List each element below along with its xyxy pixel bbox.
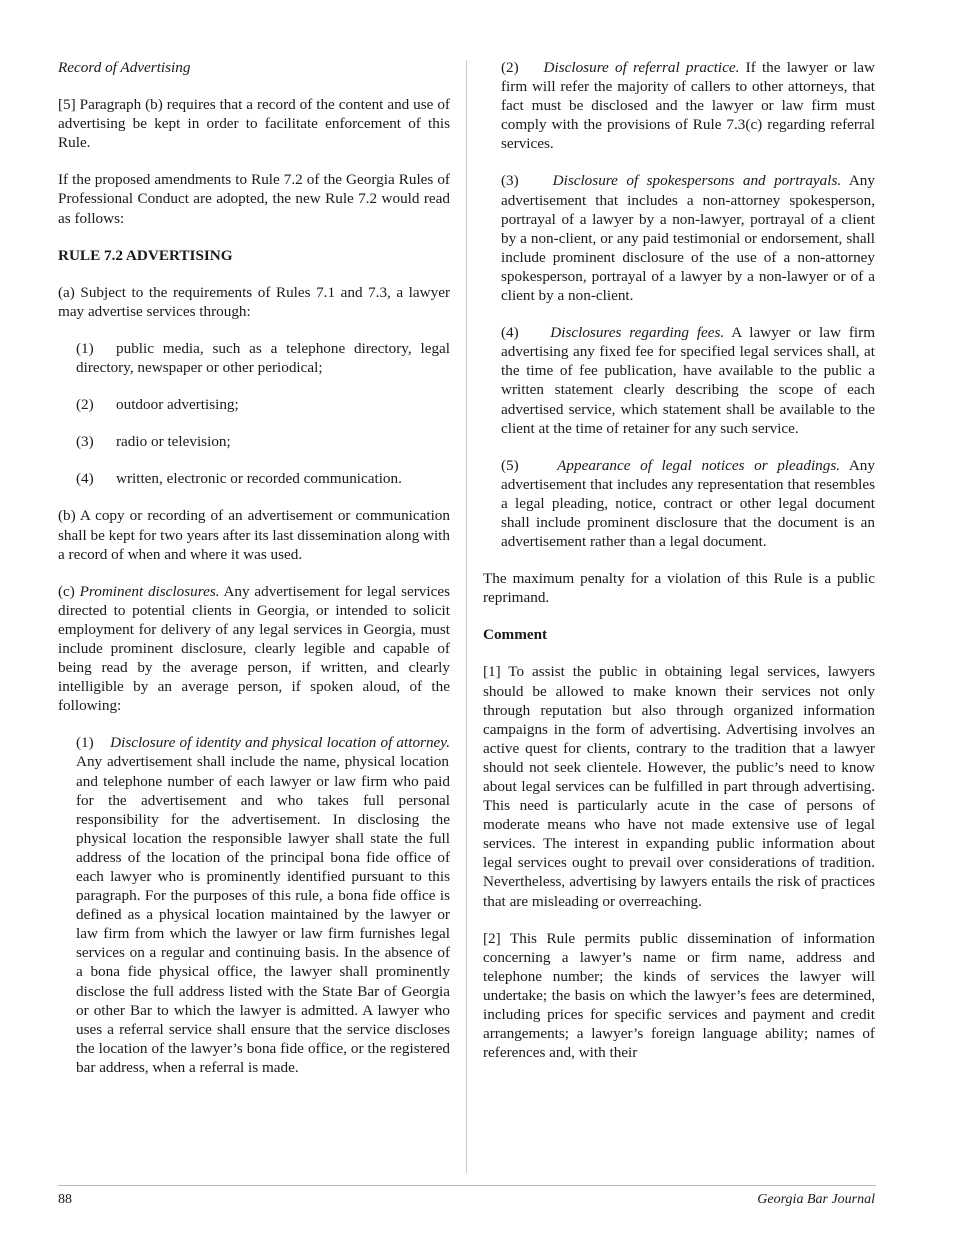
subparagraph-c2	[483, 58, 875, 153]
subparagraph-number: (1)	[76, 734, 94, 752]
penalty-paragraph: The maximum penalty for a violation of this Rule is a public reprimand.	[483, 570, 875, 607]
list-item	[58, 395, 450, 414]
subparagraph-text: Any advertisement that includes any representation that resembles a legal pleading, notice, contract or other legal document shall include prominent disclosure that the document is an advertisement rather than a legal document.	[501, 456, 875, 551]
paragraph-c-title: Prominent disclosures.	[79, 582, 220, 600]
subparagraph-c5	[483, 456, 875, 551]
subparagraph-text: Any advertisement that includes a non-attorney spokesperson, portrayal of a lawyer by a non-lawyer, portrayal of a client by a non-client, or any paid testimonial or endorsement, shall include prominent disclosure of the use of a non-attorney spokesperson, portrayal of a lawyer by a non-lawyer or of a client by a non-client.	[501, 172, 875, 305]
rule-paragraph-a: (a) Subject to the requirements of Rules 7.1 and 7.3, a lawyer may advertise services through:	[58, 283, 450, 320]
subparagraph-number: (5)	[501, 456, 519, 474]
list-item	[58, 469, 450, 488]
comment-paragraph-5: [5] Paragraph (b) requires that a record of the content and use of advertising be kept in order to facilitate enforcement of this Rule.	[58, 96, 450, 152]
comment-paragraph-2: [2] This Rule permits public dissemination of information concerning a lawyer’s name or firm name, address and telephone number; the kinds of services the lawyer will undertake; the basis on which the lawyer’s fees are determined, including prices for specific services and payment and credit arrangements; a lawyer’s foreign language ability; names of references and, with their	[483, 929, 875, 1062]
page-number: 88	[58, 1192, 72, 1207]
subparagraph-title: Appearance of legal notices or pleadings.	[557, 456, 841, 474]
subparagraph-number: (2)	[501, 59, 519, 76]
rule-heading: RULE 7.2 ADVERTISING	[58, 246, 233, 264]
list-item-number: (4)	[76, 470, 94, 488]
footer-divider	[58, 1185, 876, 1186]
paragraph-c-text: Any advertisement for legal services directed to potential clients in Georgia, or intended to solicit employment for delivery of any legal services in Georgia, must include prominent disclosure, clearly legible and capable of being read by the average person, if written, and clearly intelligible by an average person, if spoken aloud, of the following:	[58, 582, 450, 715]
subparagraph-number: (4)	[501, 324, 519, 342]
subparagraph-text: A lawyer or law firm advertising any fixed fee for specified legal services shall, at the time of fee publication, have available to the public a written statement clearly describing the scope of each advertised service, which statement shall be available to the client at the time of retainer for any such service.	[501, 324, 876, 437]
subparagraph-number: (3)	[501, 172, 519, 190]
subparagraph-title: Disclosure of spokespersons and portrayals.	[552, 172, 842, 190]
subparagraph-text: If the lawyer or law firm will refer the majority of callers to other attorneys, that fact must be disclosed and the lawyer or law firm must comply with the provisions of Rule 7.3(c) regarding referral services.	[501, 59, 876, 153]
paragraph-c-label: (c)	[58, 582, 80, 600]
rule-paragraph-c	[58, 582, 450, 716]
subparagraph-title: Disclosures regarding fees.	[550, 324, 725, 342]
list-item-text: written, electronic or recorded communication.	[116, 470, 402, 488]
subparagraph-c1	[58, 733, 450, 1077]
list-item-text: outdoor advertising;	[116, 396, 239, 414]
subparagraph-text: Any advertisement shall include the name, physical location and telephone number of each lawyer or law firm who paid for the advertisement and who takes full personal responsibility for the advertisement. In disclosing the physical location the responsible lawyer shall state the full address of the location of the principal bona fide office of each lawyer who is prominently identified pursuant to this paragraph. For the purposes of this rule, a bona fide office is defined as a physical location maintained by the lawyer or law firm from which the lawyer or law firm furnishes legal services on a regular and continuing basis. In the absence of a bona fide physical office, the lawyer shall prominently disclose the full address listed with the State Bar of Georgia or other Bar to which the lawyer is admitted. A lawyer who uses a referral service shall ensure that the service discloses the location of the lawyer’s bona fide office, or the registered bar address, when a referral is made.	[76, 753, 450, 1076]
rule-paragraph-b: (b) A copy or recording of an advertisement or communication shall be kept for two years after its last dissemination along with a record of when and where it was used.	[58, 507, 450, 563]
list-item-number: (3)	[76, 433, 94, 451]
left-column	[58, 58, 450, 1095]
intro-paragraph: If the proposed amendments to Rule 7.2 of the Georgia Rules of Professional Conduct are adopted, the new Rule 7.2 would read as follows:	[58, 171, 450, 227]
subparagraph-title: Disclosure of identity and physical location of attorney.	[110, 734, 450, 752]
publication-name: Georgia Bar Journal	[757, 1192, 875, 1207]
column-divider	[466, 60, 467, 1173]
subparagraph-c4	[483, 323, 875, 438]
list-item	[58, 339, 450, 377]
section-title: Record of Advertising	[58, 59, 191, 76]
comment-paragraph-1: [1] To assist the public in obtaining legal services, lawyers should be allowed to make known their services not only through reputation but also through organized information campaigns in the form of advertising. Advertising involves an active quest for clients, contrary to the tradition that a lawyer should not seek clientele. However, the public’s need to know about legal services can be fulfilled in part through advertising. This need is particularly acute in the case of persons of moderate means who have not made extensive use of legal services. The interest in expanding public information about legal services ought to prevail over considerations of tradition. Nevertheless, advertising by lawyers entails the risk of practices that are misleading or overreaching.	[483, 663, 875, 910]
right-column	[483, 58, 875, 1080]
list-item-text: public media, such as a telephone directory, legal directory, newspaper or other periodical;	[76, 339, 450, 377]
list-item-number: (1)	[76, 339, 94, 357]
subparagraph-title: Disclosure of referral practice.	[543, 59, 740, 76]
list-item	[58, 432, 450, 451]
list-item-text: radio or television;	[116, 433, 231, 451]
subparagraph-c3	[483, 171, 875, 305]
comment-heading: Comment	[483, 626, 548, 644]
list-item-number: (2)	[76, 396, 94, 414]
